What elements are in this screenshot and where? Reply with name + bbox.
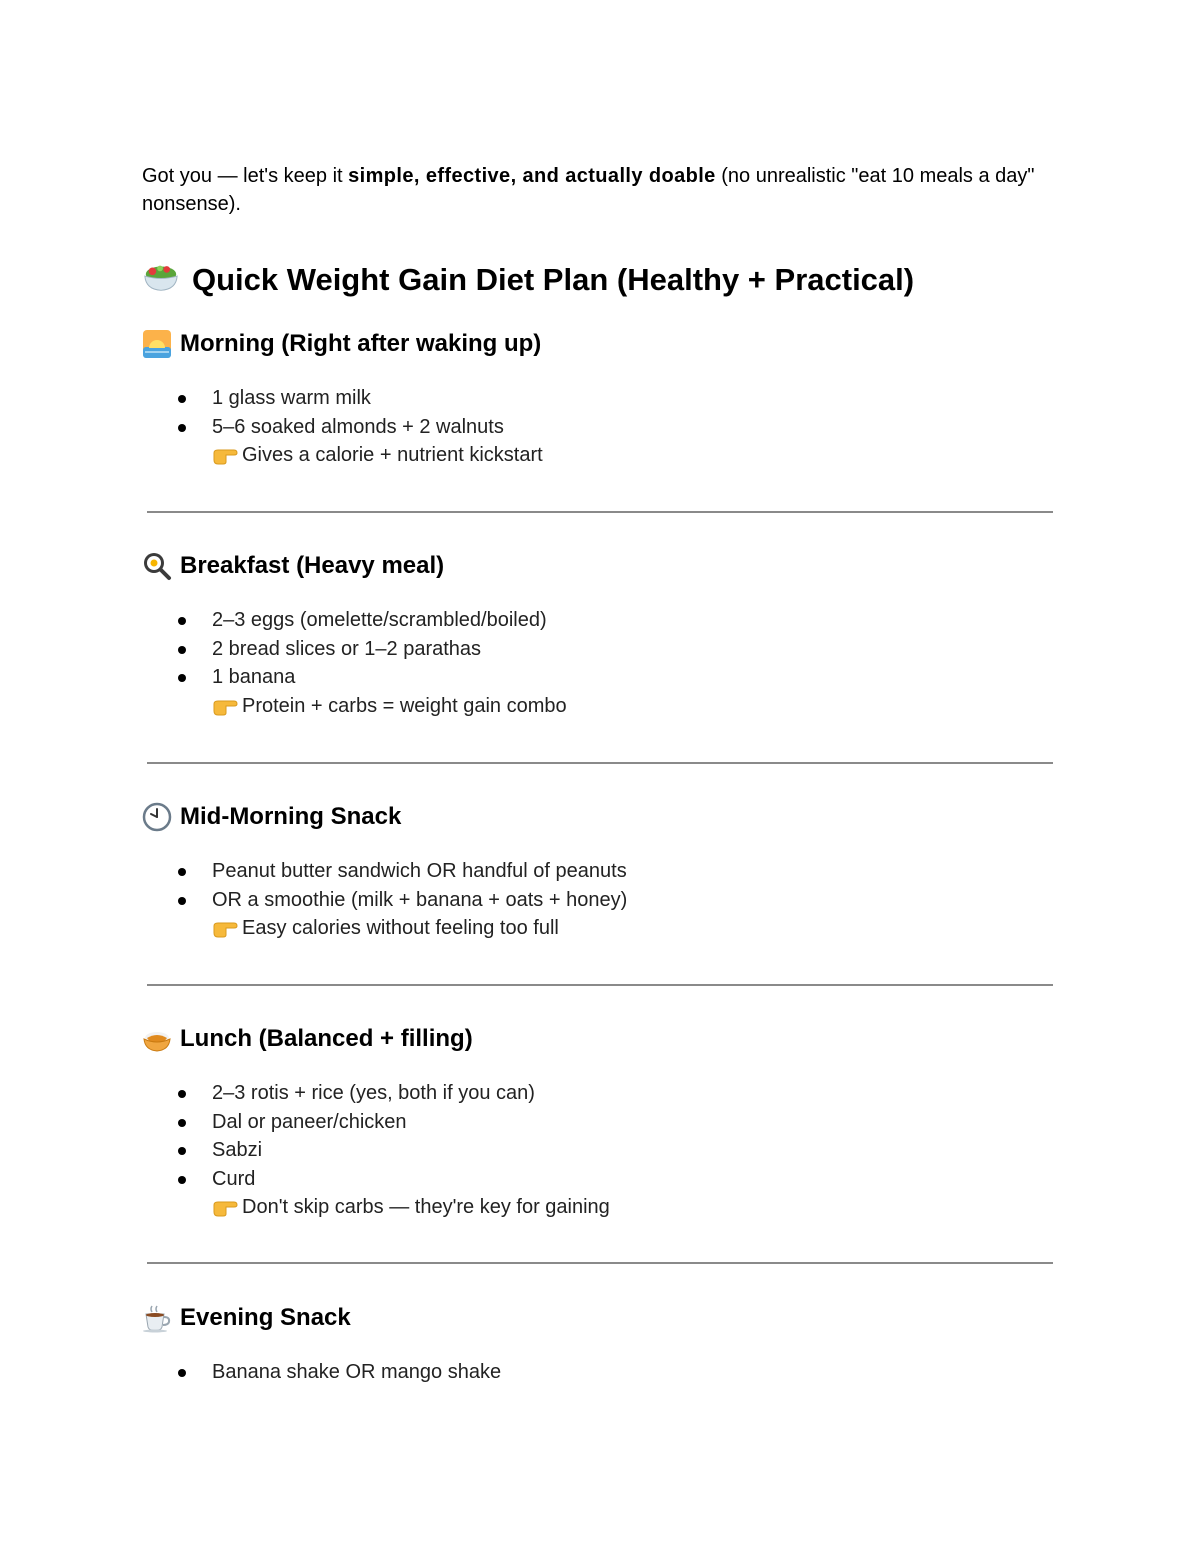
tip-note-text: Easy calories without feeling too full <box>242 917 559 939</box>
list-item <box>142 663 1054 692</box>
tip-note <box>142 692 1054 721</box>
list-item <box>142 606 1054 635</box>
section-heading <box>142 801 1054 833</box>
section-divider <box>147 511 1053 513</box>
bullet-icon <box>178 1119 186 1127</box>
clock-icon <box>142 802 172 832</box>
bullet-icon <box>178 424 186 432</box>
bullet-icon <box>178 1090 186 1098</box>
page-title <box>142 258 914 300</box>
section-breakfast <box>142 550 1054 720</box>
section-divider <box>147 984 1053 986</box>
intro-paragraph <box>142 162 1054 218</box>
section-divider <box>147 762 1053 764</box>
list-item <box>142 1079 1054 1108</box>
section-divider <box>147 1262 1053 1264</box>
list-item <box>142 1165 1054 1194</box>
bullet-icon <box>178 1176 186 1184</box>
item-list <box>142 1079 1054 1193</box>
bullet-icon <box>178 617 186 625</box>
section-heading-text: Mid-Morning Snack <box>180 803 402 830</box>
tip-note-text: Gives a calorie + nutrient kickstart <box>242 444 543 466</box>
tip-note <box>142 914 1054 943</box>
list-item-text: Peanut butter sandwich OR handful of peanuts <box>212 860 627 882</box>
page-title-text: Quick Weight Gain Diet Plan (Healthy + Practical) <box>192 262 915 297</box>
bullet-icon <box>178 646 186 654</box>
item-list <box>142 606 1054 692</box>
list-item-text: 2–3 eggs (omelette/scrambled/boiled) <box>212 609 547 631</box>
section-heading-text: Breakfast (Heavy meal) <box>180 552 445 579</box>
bullet-icon <box>178 1147 186 1155</box>
section-lunch <box>142 1023 1054 1222</box>
list-item <box>142 886 1054 915</box>
tip-note-text: Don't skip carbs — they're key for gaining <box>242 1196 610 1218</box>
list-item <box>142 384 1054 413</box>
hot-beverage-icon <box>142 1303 172 1333</box>
intro-text-end: (no unrealistic "eat 10 meals a day" nonsense). <box>142 165 1035 215</box>
list-item <box>142 857 1054 886</box>
pointing-hand-icon <box>212 696 238 716</box>
list-item <box>142 1358 1054 1387</box>
bullet-icon <box>178 674 186 682</box>
list-item-text: Curd <box>212 1167 256 1190</box>
section-heading-text: Lunch (Balanced + filling) <box>180 1025 473 1052</box>
list-item-text: Sabzi <box>212 1139 263 1161</box>
item-list <box>142 857 1054 914</box>
item-list <box>142 384 1054 441</box>
section-heading-text: Morning (Right after waking up) <box>180 330 542 357</box>
pointing-hand-icon <box>212 1197 238 1217</box>
list-item-text: 2 bread slices or 1–2 parathas <box>212 637 482 660</box>
section-heading <box>142 1302 1054 1334</box>
section-mid-morning-snack <box>142 801 1054 943</box>
section-heading <box>142 1023 1054 1055</box>
intro-text-start: Got you — let's keep it <box>142 165 349 187</box>
list-item-text: Dal or paneer/chicken <box>212 1110 407 1133</box>
list-item <box>142 413 1054 442</box>
list-item-text: 1 glass warm milk <box>212 387 371 409</box>
tip-note <box>142 441 1054 470</box>
curry-rice-icon <box>142 1024 172 1054</box>
sunrise-icon <box>142 329 172 359</box>
frying-pan-egg-icon <box>142 551 172 581</box>
list-item-text: OR a smoothie (milk + banana + oats + honey) <box>212 888 628 911</box>
item-list <box>142 1358 1054 1387</box>
list-item-text: Banana shake OR mango shake <box>212 1361 502 1383</box>
section-heading <box>142 328 1054 360</box>
tip-note-text: Protein + carbs = weight gain combo <box>242 694 567 717</box>
section-evening-snack <box>142 1302 1054 1387</box>
section-heading-text: Evening Snack <box>180 1304 351 1331</box>
list-item-text: 1 banana <box>212 666 296 688</box>
bullet-icon <box>178 897 186 905</box>
list-item <box>142 635 1054 664</box>
list-item <box>142 1136 1054 1165</box>
section-heading <box>142 550 1054 582</box>
list-item-text: 2–3 rotis + rice (yes, both if you can) <box>212 1082 535 1104</box>
intro-text-bold: simple, effective, and actually doable <box>348 165 716 187</box>
section-morning <box>142 328 1054 470</box>
bullet-icon <box>178 1369 186 1377</box>
document-page <box>142 162 1054 1383</box>
bullet-icon <box>178 868 186 876</box>
salad-bowl-icon <box>142 258 180 296</box>
list-item-text: 5–6 soaked almonds + 2 walnuts <box>212 415 504 438</box>
pointing-hand-icon <box>212 918 238 938</box>
bullet-icon <box>178 395 186 403</box>
pointing-hand-icon <box>212 445 238 465</box>
list-item <box>142 1108 1054 1137</box>
tip-note <box>142 1193 1054 1222</box>
